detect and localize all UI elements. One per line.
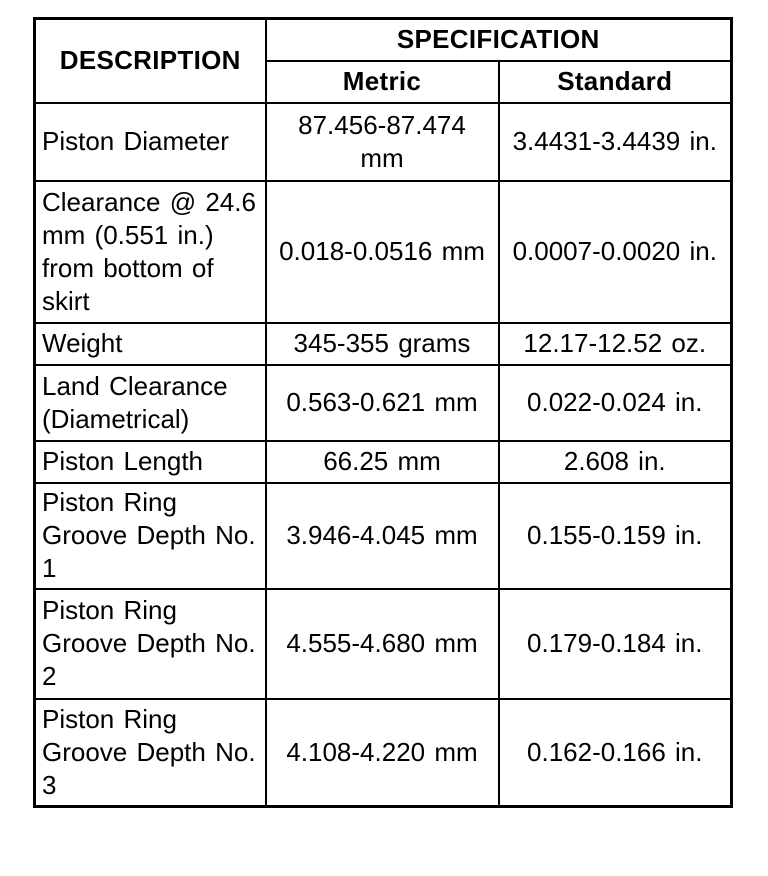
table-row (35, 103, 732, 181)
description-header: DESCRIPTION (35, 19, 266, 103)
description-cell: Clearance @ 24.6 mm (0.551 in.) from bottom of skirt (35, 181, 266, 323)
metric-cell: 66.25 mm (266, 441, 499, 483)
metric-cell: 345-355 grams (266, 323, 499, 365)
table-row (35, 181, 732, 323)
standard-cell: 0.155-0.159 in. (499, 483, 732, 589)
metric-cell: 4.108-4.220 mm (266, 699, 499, 807)
standard-cell: 0.022-0.024 in. (499, 365, 732, 441)
metric-header: Metric (266, 61, 499, 103)
standard-header: Standard (499, 61, 732, 103)
standard-cell: 2.608 in. (499, 441, 732, 483)
description-cell: Piston Length (35, 441, 266, 483)
specification-header: SPECIFICATION (266, 19, 732, 61)
standard-cell: 0.162-0.166 in. (499, 699, 732, 807)
table-row (35, 323, 732, 365)
table-row (35, 699, 732, 807)
description-cell: Land Clearance (Diametrical) (35, 365, 266, 441)
description-cell: Weight (35, 323, 266, 365)
metric-cell: 3.946-4.045 mm (266, 483, 499, 589)
piston-specification-table (33, 17, 733, 808)
description-cell: Piston Ring Groove Depth No. 3 (35, 699, 266, 807)
description-cell: Piston Ring Groove Depth No. 1 (35, 483, 266, 589)
table-row (35, 483, 732, 589)
header-row-top (35, 19, 732, 61)
standard-cell: 0.179-0.184 in. (499, 589, 732, 699)
metric-cell: 0.563-0.621 mm (266, 365, 499, 441)
standard-cell: 12.17-12.52 oz. (499, 323, 732, 365)
metric-cell: 4.555-4.680 mm (266, 589, 499, 699)
standard-cell: 0.0007-0.0020 in. (499, 181, 732, 323)
description-cell: Piston Ring Groove Depth No. 2 (35, 589, 266, 699)
table-row (35, 365, 732, 441)
metric-cell: 87.456-87.474 mm (266, 103, 499, 181)
metric-cell: 0.018-0.0516 mm (266, 181, 499, 323)
table-row (35, 441, 732, 483)
standard-cell: 3.4431-3.4439 in. (499, 103, 732, 181)
table-row (35, 589, 732, 699)
description-cell: Piston Diameter (35, 103, 266, 181)
